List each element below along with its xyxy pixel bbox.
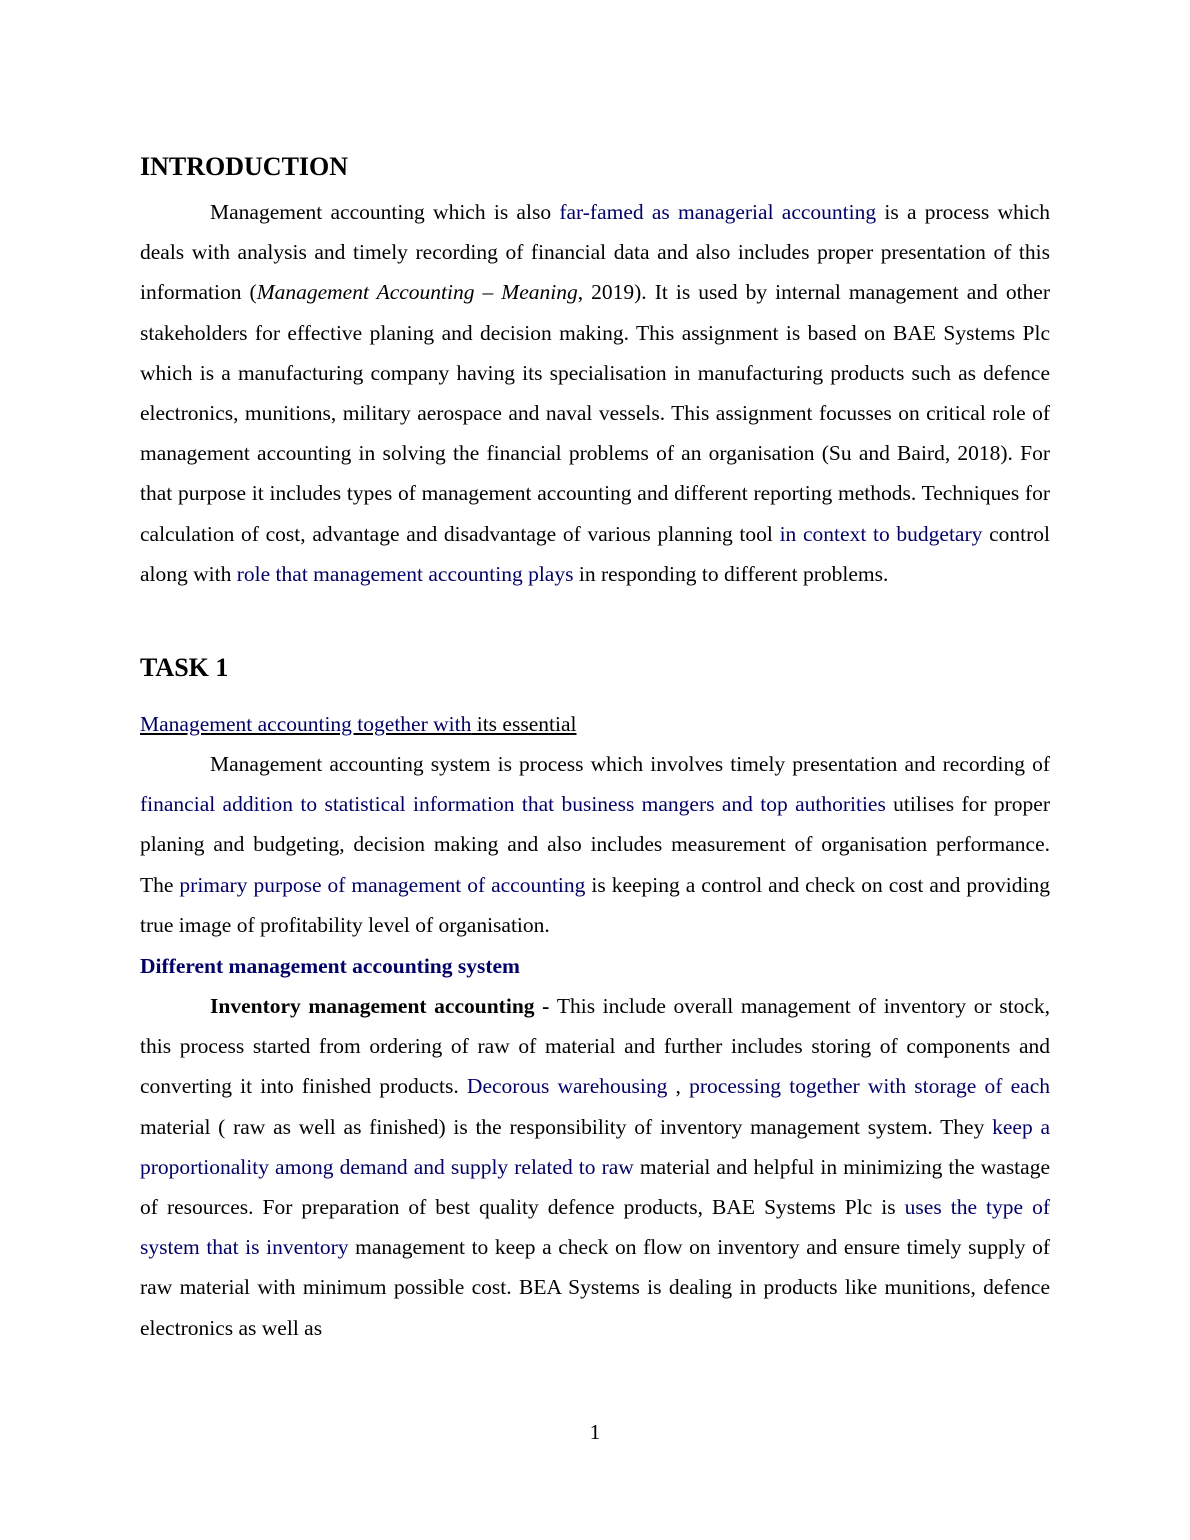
introduction-heading: INTRODUCTION bbox=[140, 152, 349, 181]
intro-text-2: is a process which deals with analysis and timely recording of financial data and also includes proper presentation of this information ( bbox=[140, 200, 1051, 305]
task1-highlight-1: financial addition to statistical information that business mangers and top authorities bbox=[140, 792, 886, 817]
task1-subheading-highlight: Management accounting together with bbox=[140, 712, 472, 736]
task1-heading: TASK 1 bbox=[140, 653, 229, 682]
inventory-term: Inventory management accounting - bbox=[210, 994, 557, 1018]
page-number: 1 bbox=[589, 1420, 601, 1444]
inventory-paragraph bbox=[140, 986, 1050, 1348]
task1-highlight-2: primary purpose of management of accounting bbox=[179, 872, 586, 897]
intro-highlight-2: in context to budgetary bbox=[779, 521, 983, 546]
intro-citation-title: Management Accounting – Meaning bbox=[256, 280, 578, 305]
inventory-highlight-4: uses the type of system that is inventory bbox=[140, 1195, 1050, 1260]
inventory-text-4: material and helpful in minimizing the wastage of resources. For preparation of best quality defence products, BAE Systems Plc is bbox=[140, 1154, 1050, 1220]
system-types-subheading: Different management accounting system bbox=[140, 954, 520, 978]
intro-text-5: in responding to different problems. bbox=[573, 561, 889, 586]
inventory-text-2: , bbox=[667, 1074, 690, 1099]
inventory-highlight-3: keep a proportionality among demand and supply related to raw bbox=[140, 1114, 1050, 1179]
intro-highlight-1: far-famed as managerial accounting bbox=[559, 200, 877, 224]
introduction-paragraph bbox=[140, 192, 1050, 594]
task1-paragraph-1 bbox=[140, 744, 1050, 945]
task1-subheading bbox=[140, 709, 576, 739]
intro-text-3: , 2019). It is used by internal management and other stakeholders for effective planing and decision making. This assignment is based on BAE Systems Plc which is a manufacturing company having its specialisation in manufacturing products such as defence electronics, munitions, military aerospace and naval vessels. This assignment focusses on critical role of management accounting in solving the financial problems of an organisation (Su and Baird, 2018). For that purpose it includes types of management accounting and different reporting methods. Techniques for calculation of cost, advantage and disadvantage of various planning tool bbox=[140, 280, 1050, 546]
inventory-text-3: material ( raw as well as finished) is the responsibility of inventory management system. They bbox=[140, 1114, 993, 1139]
inventory-highlight-1: Decorous warehousing bbox=[466, 1074, 668, 1099]
task1-subheading-rest: its essential bbox=[471, 712, 577, 736]
inventory-text-1: This include overall management of inventory or stock, this process started from ordering of raw of material and further includes storing of components and converting it into finished products. bbox=[140, 994, 1050, 1099]
task1-text-3: is keeping a control and check on cost and providing true image of profitability level of organisation. bbox=[140, 872, 1050, 937]
task1-text-2: utilises for proper planing and budgeting, decision making and also includes measurement of organisation performance. The bbox=[140, 792, 1050, 897]
inventory-text-5: management to keep a check on flow on inventory and ensure timely supply of raw material with minimum possible cost. BEA Systems is dealing in products like munitions, defence electronics as well as bbox=[140, 1235, 1050, 1340]
intro-text-1: Management accounting which is also bbox=[210, 200, 560, 224]
intro-text-4: control along with bbox=[140, 521, 1050, 586]
task1-text-1: Management accounting system is process which involves timely presentation and recording of bbox=[210, 752, 1050, 776]
inventory-highlight-2: processing together with storage of each bbox=[689, 1074, 1050, 1099]
intro-highlight-3: role that management accounting plays bbox=[236, 561, 574, 586]
